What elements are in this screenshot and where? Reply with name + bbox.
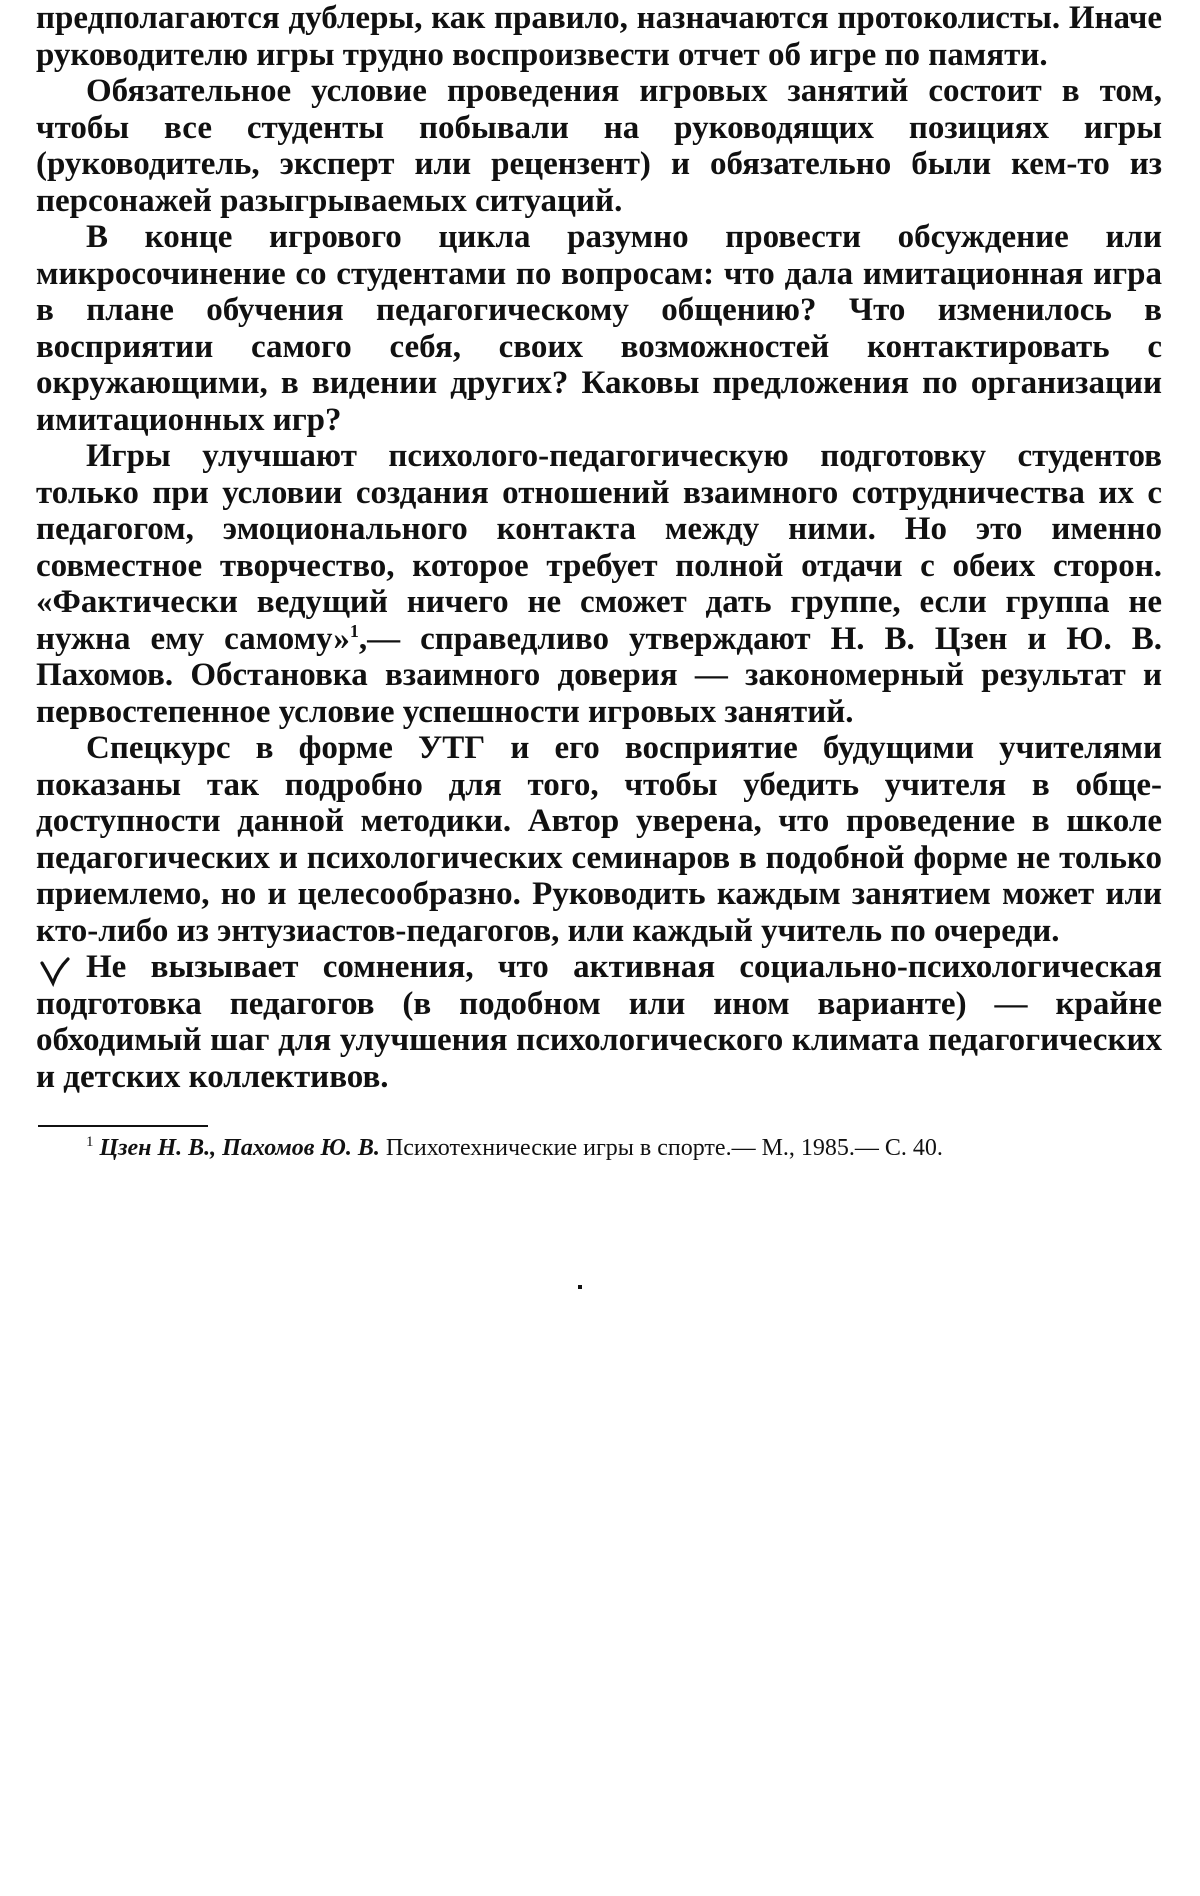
paragraph-6 [36,949,1162,1095]
footnote-divider [38,1125,208,1127]
paragraph-6-text: Не вызывает сомнения, что активная социально-психологическая подготовка педагогов (в подобном или ином варианте) — крайне обходимый шаг для улучшения психологического климата педагогических и детских коллективов. [36,949,1162,1095]
footnote-reference: 1 [349,620,359,641]
paragraph-4-text-start: Игры улучшают психолого-педагогическую подготовку студентов только при условии создания отношений взаимного сотрудничества их с педагогом, эмоционального контакта между ними. Но это именно совместное творчество, которое требует полной отдачи с обеих сторон. «Фактически ведущий ничего не сможет дать группе, если группа не нужна ему самому» [36,438,1162,657]
check-mark-icon [38,953,72,987]
footnote-mark: 1 [86,1134,94,1150]
footnote-text: Психотехнические игры в спорте.— М., 1985.— С. 40. [385,1135,943,1161]
document-page [36,0,1162,1163]
paragraph-4 [36,438,1162,730]
paragraph-3: В конце игрового цикла разумно провести обсуждение или микросочинение со студентами по вопросам: что дала имитационная игра в плане обучения педагогическому общению? Что изменилось в восприятии самого себя, своих возможностей контактировать с окружающими, в видении других? Каковы предложения по организации имитационных игр? [36,219,1162,438]
paragraph-5: Спецкурс в форме УТГ и его восприятие будущими учителями показаны так подробно для того, чтобы убедить учителя в общедоступности данной методики. Автор уверена, что проведение в школе педагогических и психологических семинаров в подобной форме не только приемлемо, но и целесообразно. Руководить каждым занятием может или кто-либо из энтузиастов-педагогов, или каждый учитель по очереди. [36,730,1162,949]
footnote [36,1133,1162,1163]
print-speck [578,1285,582,1289]
paragraph-2: Обязательное условие проведения игровых занятий состоит в том, чтобы все студенты побывали на руководящих позициях игры (руководитель, эксперт или рецензент) и обязательно были кем-то из персонажей разыгрываемых ситуаций. [36,73,1162,219]
paragraph-4-text-end: ,— справедливо утверждают Н. В. Цзен и Ю. В. Пахомов. Обстановка взаимного доверия — закономерный результат и первостепенное условие успешности игровых занятий. [36,620,1162,730]
footnote-authors: Цзен Н. В., Пахомов Ю. В. [99,1135,380,1161]
paragraph-1: предполагаются дублеры, как правило, назначаются протоколисты. Иначе руководителю игры трудно воспроизвести отчет об игре по памяти. [36,0,1162,73]
